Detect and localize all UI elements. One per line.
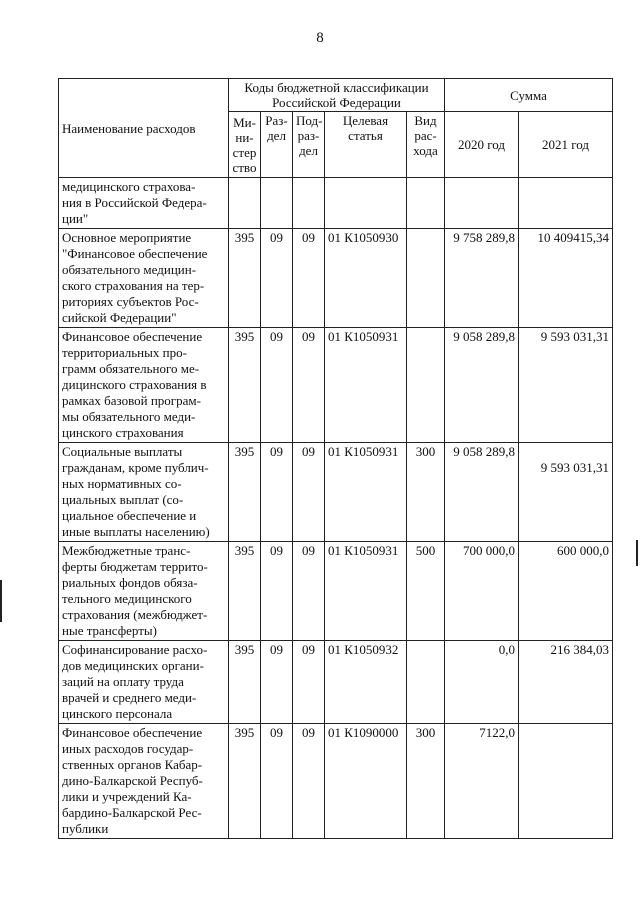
row-ministry: 395 <box>229 443 261 542</box>
table-row <box>59 542 613 641</box>
row-ministry: 395 <box>229 641 261 724</box>
row-name: Финансовое обеспечение территориальных про- грамм обязательного ме- дицинского страхования в рамках базовой програм- мы обязательного меди- цинского страхования <box>59 328 229 443</box>
row-section: 09 <box>261 724 293 839</box>
header-ministry: Ми- ни- стер ство <box>229 112 261 178</box>
row-2020 <box>445 178 519 229</box>
row-name: медицинского страхова- ния в Российской Федера- ции" <box>59 178 229 229</box>
row-subsection: 09 <box>293 229 325 328</box>
table-row <box>59 178 613 229</box>
row-2021: 216 384,03 <box>519 641 613 724</box>
right-margin-mark <box>636 540 638 566</box>
row-section: 09 <box>261 328 293 443</box>
row-section <box>261 178 293 229</box>
row-ministry <box>229 178 261 229</box>
row-type <box>407 328 445 443</box>
row-subsection: 09 <box>293 641 325 724</box>
row-2020: 9 758 289,8 <box>445 229 519 328</box>
row-ministry: 395 <box>229 229 261 328</box>
row-type: 300 <box>407 724 445 839</box>
header-year-2020: 2020 год <box>445 112 519 178</box>
row-target: 01 К1050931 <box>325 328 407 443</box>
row-type <box>407 178 445 229</box>
table-row <box>59 328 613 443</box>
table-row <box>59 724 613 839</box>
row-ministry: 395 <box>229 724 261 839</box>
row-ministry: 395 <box>229 542 261 641</box>
row-ministry: 395 <box>229 328 261 443</box>
table-row <box>59 229 613 328</box>
row-2021: 600 000,0 <box>519 542 613 641</box>
row-target: 01 К1090000 <box>325 724 407 839</box>
row-2020: 9 058 289,8 <box>445 443 519 542</box>
table-row <box>59 641 613 724</box>
header-target: Целевая статья <box>325 112 407 178</box>
row-type <box>407 229 445 328</box>
row-2020: 9 058 289,8 <box>445 328 519 443</box>
row-2020: 7122,0 <box>445 724 519 839</box>
row-2020: 700 000,0 <box>445 542 519 641</box>
budget-table <box>58 78 613 839</box>
header-year-2021: 2021 год <box>519 112 613 178</box>
row-type: 500 <box>407 542 445 641</box>
header-subsection: Под- раз- дел <box>293 112 325 178</box>
row-2021 <box>519 178 613 229</box>
row-section: 09 <box>261 641 293 724</box>
row-type <box>407 641 445 724</box>
row-2021 <box>519 724 613 839</box>
header-section: Раз- дел <box>261 112 293 178</box>
row-name: Социальные выплаты гражданам, кроме публич- ных нормативных со- циальных выплат (со- циальное обеспечение и иные выплаты населению) <box>59 443 229 542</box>
row-subsection: 09 <box>293 724 325 839</box>
row-target: 01 К1050931 <box>325 443 407 542</box>
row-subsection: 09 <box>293 443 325 542</box>
row-2021: 10 409415,34 <box>519 229 613 328</box>
row-section: 09 <box>261 229 293 328</box>
row-target: 01 К1050932 <box>325 641 407 724</box>
row-2020: 0,0 <box>445 641 519 724</box>
row-name: Межбюджетные транс- ферты бюджетам террито- риальных фондов обяза- тельного медицинского страхования (межбюджет- ные трансферты) <box>59 542 229 641</box>
row-subsection: 09 <box>293 328 325 443</box>
header-sum-group: Сумма <box>445 79 613 112</box>
row-subsection: 09 <box>293 542 325 641</box>
row-subsection <box>293 178 325 229</box>
row-name: Финансовое обеспечение иных расходов государ- ственных органов Кабар- дино-Балкарской Респуб- лики и учреждений Ка- бардино-Балкарской Рес- публики <box>59 724 229 839</box>
row-target <box>325 178 407 229</box>
left-margin-mark <box>0 580 2 622</box>
row-target: 01 К1050931 <box>325 542 407 641</box>
row-2021: 9 593 031,31 <box>519 443 613 542</box>
row-section: 09 <box>261 443 293 542</box>
header-codes-group: Коды бюджетной классификации Российской Федерации <box>229 79 445 112</box>
header-expense-type: Вид рас- хода <box>407 112 445 178</box>
row-name: Софинансирование расхо- дов медицинских органи- заций на оплату труда врачей и среднего меди- цинского персонала <box>59 641 229 724</box>
row-type: 300 <box>407 443 445 542</box>
row-name: Основное мероприятие "Финансовое обеспечение обязательного медицин- ского страхования на тер- риториях субъектов Рос- сийской Федерации" <box>59 229 229 328</box>
row-section: 09 <box>261 542 293 641</box>
page-number: 8 <box>316 30 324 46</box>
row-2021: 9 593 031,31 <box>519 328 613 443</box>
row-target: 01 К1050930 <box>325 229 407 328</box>
table-row <box>59 443 613 542</box>
header-name-column: Наименование расходов <box>59 79 229 178</box>
